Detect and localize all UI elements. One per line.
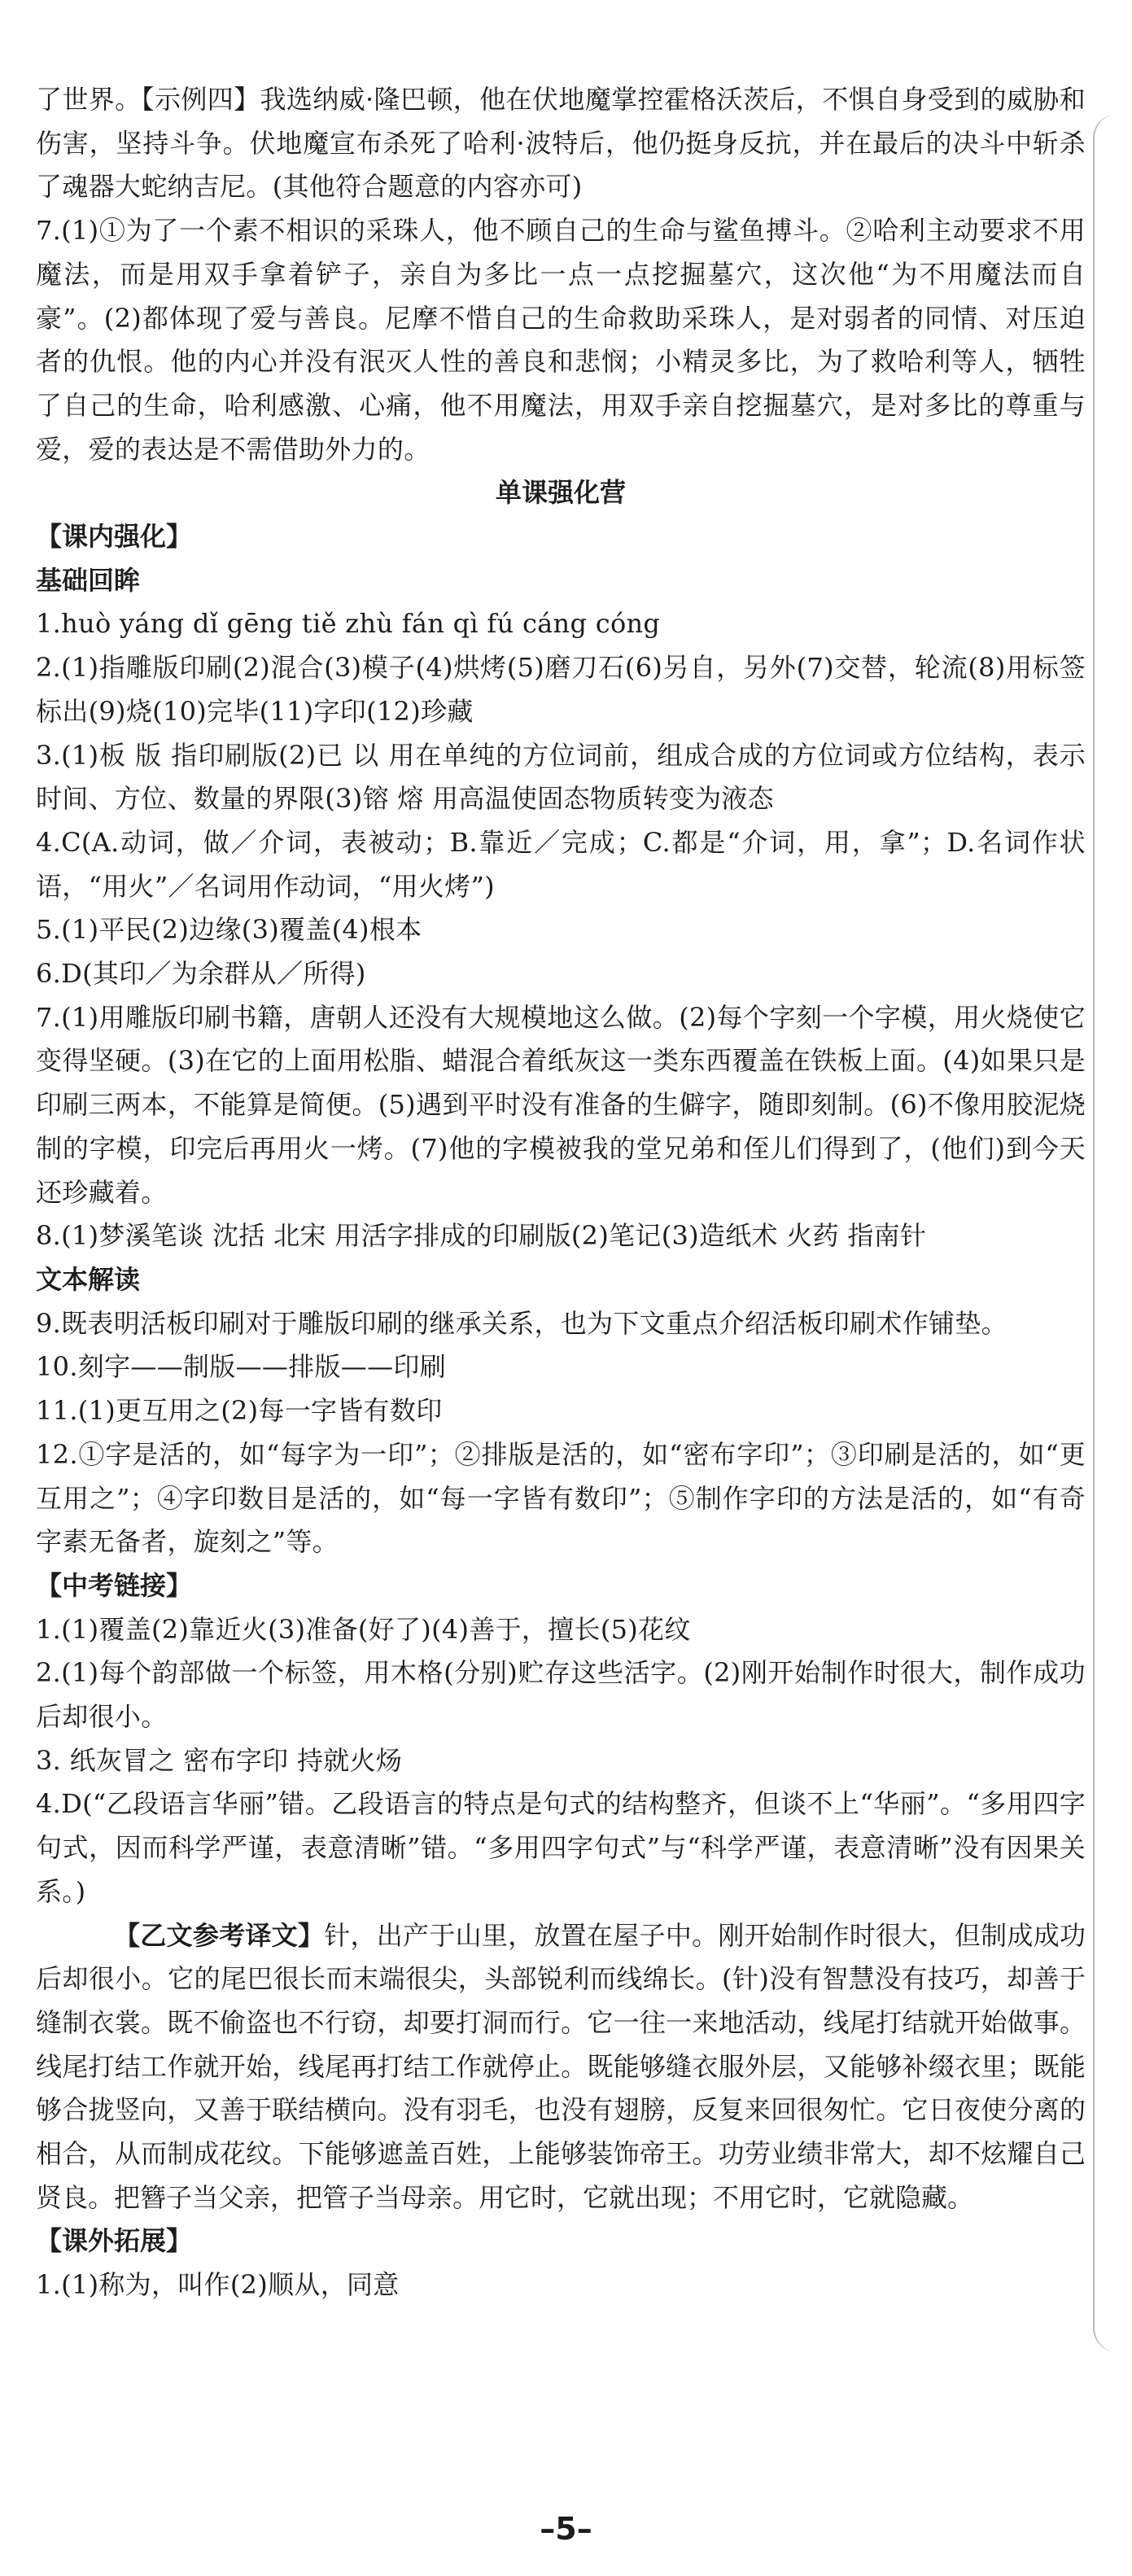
section-heading: 【中考链接】 (36, 1569, 193, 1601)
answer-paragraph: 3.(1)板 版 指印刷版(2)已 以 用在单纯的方位词前，组成合成的方位词或方位结构，表示时间、方位、数量的界限(3)镕 熔 用高温使固态物质转变为液态 (36, 739, 1086, 815)
answer-paragraph: 6.D(其印／为余群从／所得) (36, 958, 366, 990)
answer-paragraph: 7.(1)①为了一个素不相识的采珠人，他不顾自己的生命与鲨鱼搏斗。②哈利主动要求不用魔法，而是用双手拿着铲子，亲自为多比一点一点挖掘墓穴，这次他“为不用魔法而自豪”。(2)都体现了爱与善良。尼摩不惜自己的生命救助采珠人，是对弱者的同情、对压迫者的仇恨。他的内心并没有泯灭人性的善良和悲悯；小精灵多比，为了救哈利等人，牺牲了自己的生命，哈利感激、心痛，他不用魔法，用双手亲自挖掘墓穴，是对多比的尊重与爱，爱的表达是不需借助外力的。 (36, 215, 1086, 465)
translation-text: 针，出产于山里，放置在屋子中。刚开始制作时很大，但制成成功后却很小。它的尾巴很长而末端很尖，头部锐利而线绵长。(针)没有智慧没有技巧，却善于缝制衣裳。既不偷盗也不行窃，却要打洞而行。它一往一来地活动，线尾打结就开始做事。线尾打结工作就开始，线尾再打结工作就停止。既能够缝衣服外层，又能够补缀衣里；既能够合拢竖向，又善于联结横向。没有羽毛，也没有翅膀，反复来回很匆忙。它日夜使分离的相合，从而制成花纹。下能够遮盖百姓，上能够装饰帝王。功劳业绩非常大，却不炫耀自己贤良。把簪子当父亲，把管子当母亲。用它时，它就出现；不用它时，它就隐藏。 (36, 1919, 1086, 2213)
answer-paragraph: 11.(1)更互用之(2)每一字皆有数印 (36, 1395, 443, 1427)
section-heading: 【课外拓展】 (36, 2225, 193, 2257)
answer-paragraph: 8.(1)梦溪笔谈 沈括 北宋 用活字排成的印刷版(2)笔记(3)造纸术 火药 指南针 (36, 1220, 927, 1252)
answer-paragraph: 7.(1)用雕版印刷书籍，唐朝人还没有大规模地这么做。(2)每个字刻一个字模，用火烧使它变得坚硬。(3)在它的上面用松脂、蜡混合着纸灰这一类东西覆盖在铁板上面。(4)如果只是印刷三两本，不能算是简便。(5)遇到平时没有准备的生僻字，随即刻制。(6)不像用胶泥烧制的字模，印完后再用火一烤。(7)他的字模被我的堂兄弟和侄儿们得到了，(他们)到今天还珍藏着。 (36, 1001, 1086, 1208)
page-edge-curve (1093, 114, 1127, 2352)
answer-paragraph: 1.(1)称为，叫作(2)顺从，同意 (36, 2269, 400, 2301)
answer-paragraph: 3. 纸灰冒之 密布字印 持就火炀 (36, 1744, 403, 1776)
section-heading: 基础回眸 (36, 564, 141, 596)
translation-paragraph (36, 1914, 1086, 2220)
answer-paragraph: 4.D(“乙段语言华丽”错。乙段语言的特点是句式的结构整齐，但谈不上“华丽”。“多用四字句式，因而科学严谨，表意清晰”错。“多用四字句式”与“科学严谨，表意清晰”没有因果关系。) (36, 1788, 1086, 1907)
section-heading: 文本解读 (36, 1263, 141, 1295)
answer-paragraph: 5.(1)平民(2)边缘(3)覆盖(4)根本 (36, 914, 422, 946)
answer-paragraph: 9.既表明活板印刷对于雕版印刷的继承关系，也为下文重点介绍活板印刷术作铺垫。 (36, 1307, 1007, 1339)
answer-paragraph: 1.huò yáng dǐ gēng tiě zhù fán qì fú cáng cóng (36, 608, 661, 640)
answer-paragraph: 1.(1)覆盖(2)靠近火(3)准备(好了)(4)善于，擅长(5)花纹 (36, 1613, 691, 1645)
answer-paragraph: 4.C(A.动词，做／介词，表被动；B.靠近／完成；C.都是“介词，用，拿”；D.名词作状语，“用火”／名词用作动词，“用火烤”) (36, 826, 1086, 902)
answer-paragraph: 10.刻字——制版——排版——印刷 (36, 1351, 446, 1383)
answer-paragraph: 了世界。【示例四】我选纳威·隆巴顿，他在伏地魔掌控霍格沃茨后，不惧自身受到的威胁和伤害，坚持斗争。伏地魔宣布杀死了哈利·波特后，他仍挺身反抗，并在最后的决斗中斩杀了魂器大蛇纳吉尼。(其他符合题意的内容亦可) (36, 84, 1086, 203)
answer-paragraph: 2.(1)指雕版印刷(2)混合(3)模子(4)烘烤(5)磨刀石(6)另自，另外(7)交替，轮流(8)用标签标出(9)烧(10)完毕(11)字印(12)珍藏 (36, 652, 1086, 727)
answer-paragraph: 12.①字是活的，如“每字为一印”；②排版是活的，如“密布字印”；③印刷是活的，如“更互用之”；④字印数目是活的，如“每一字皆有数印”；⑤制作字印的方法是活的，如“有奇字素无备者，旋刻之”等。 (36, 1438, 1086, 1558)
page-number: –5– (540, 2511, 592, 2547)
section-heading: 【课内强化】 (36, 521, 193, 553)
answer-paragraph: 2.(1)每个韵部做一个标签，用木格(分别)贮存这些活字。(2)刚开始制作时很大，制作成功后却很小。 (36, 1657, 1086, 1733)
section-title: 单课强化营 (495, 477, 626, 509)
answer-content (36, 78, 1086, 2307)
translation-lead: 【乙文参考译文】 (114, 1919, 325, 1951)
